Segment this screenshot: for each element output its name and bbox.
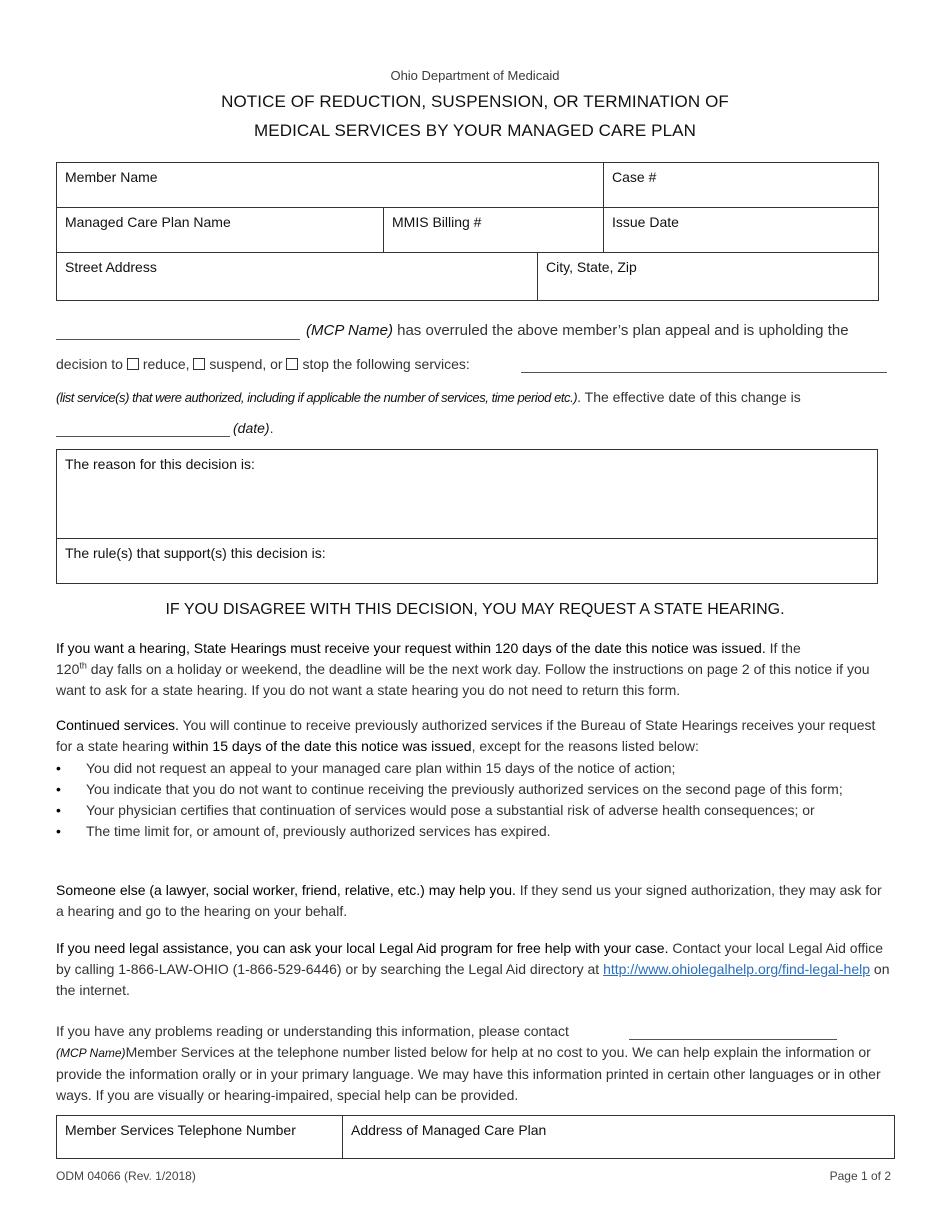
address-table <box>56 252 879 301</box>
representative-heading: Someone else (a lawyer, social worker, friend, relative, etc.) may help you. <box>56 882 516 898</box>
hearing-deadline-text-b: day falls on a holiday or weekend, the deadline will be the next work day. Follow the instructions on page 2 of this notice if you want to ask for a state hearing. If you do not want a state hearing you do not need to return this form. <box>56 661 870 698</box>
bullet-icon: • <box>56 781 61 797</box>
exception-text: You indicate that you do not want to continue receiving the previously authorized services on the second page of this form; <box>86 781 843 797</box>
continued-services-heading: Continued services. <box>56 717 179 733</box>
date-period: . <box>269 420 274 436</box>
list-item <box>56 821 894 842</box>
suspend-checkbox[interactable] <box>193 358 205 370</box>
continued-services-text-a: You will continue to receive previously authorized services if the Bureau of State Hearings receives your request for a state hearing <box>56 717 876 754</box>
member-services-phone-field[interactable]: Member Services Telephone Number <box>57 1116 343 1159</box>
bullet-icon: • <box>56 802 61 818</box>
plan-name-field[interactable]: Managed Care Plan Name <box>57 208 384 253</box>
list-item <box>56 758 894 779</box>
exception-text: Your physician certifies that continuation of services would pose a substantial risk of adverse health consequences; or <box>86 802 815 818</box>
hearing-deadline-paragraph <box>56 638 892 701</box>
mcp-name-blank[interactable] <box>56 339 300 340</box>
member-name-field[interactable]: Member Name <box>57 163 604 208</box>
services-blank[interactable] <box>521 372 887 373</box>
legal-aid-text-end: on the internet. <box>56 961 890 998</box>
hearing-day-suffix: th <box>79 660 87 671</box>
bullet-icon: • <box>56 760 61 776</box>
plan-address-field[interactable]: Address of Managed Care Plan <box>343 1116 895 1159</box>
rules-field[interactable]: The rule(s) that support(s) this decision is: <box>57 539 878 584</box>
continued-services-paragraph <box>56 715 892 757</box>
page-number: Page 1 of 2 <box>829 1169 891 1183</box>
list-item <box>56 800 894 821</box>
list-item <box>56 779 894 800</box>
effective-date-blank[interactable] <box>56 436 230 437</box>
exception-text: The time limit for, or amount of, previously authorized services has expired. <box>86 823 551 839</box>
hearing-deadline-bold: If you want a hearing, State Hearings must receive your request within 120 days of the date this notice was issued. <box>56 640 766 656</box>
legal-aid-text: Contact your local Legal Aid office by calling 1-866-LAW-OHIO (1-866-529-6446) or by searching the Legal Aid directory at <box>56 940 883 977</box>
decision-to-text: decision to <box>56 356 123 372</box>
member-info-table <box>56 162 879 253</box>
representative-paragraph <box>56 880 892 922</box>
page-title-line2: MEDICAL SERVICES BY YOUR MANAGED CARE PLAN <box>254 121 696 140</box>
list-services-note: (list service(s) that were authorized, including if applicable the number of services, time period etc.) <box>56 390 578 405</box>
legal-aid-link[interactable]: http://www.ohiolegalhelp.org/find-legal-help <box>603 961 871 977</box>
case-number-field[interactable]: Case # <box>604 163 879 208</box>
continued-services-text-b: , except for the reasons listed below: <box>471 738 699 754</box>
help-paragraph <box>56 1021 892 1106</box>
hearing-day-number: 120 <box>56 661 80 677</box>
reduce-label: reduce, <box>142 356 190 372</box>
help-mcp-name-label: (MCP Name) <box>56 1046 126 1060</box>
exception-list <box>56 758 894 842</box>
legal-aid-heading: If you need legal assistance, you can ask your local Legal Aid program for free help with your case. <box>56 940 669 956</box>
reduce-checkbox[interactable] <box>127 358 139 370</box>
overruled-text: has overruled the above member’s plan appeal and is upholding the <box>397 322 849 339</box>
date-label: (date) <box>233 420 270 436</box>
mmis-billing-field[interactable]: MMIS Billing # <box>384 208 604 253</box>
effective-date-text: . The effective date of this change is <box>577 389 801 405</box>
street-address-field[interactable]: Street Address <box>57 253 538 301</box>
mcp-name-label: (MCP Name) <box>306 322 393 339</box>
issue-date-field[interactable]: Issue Date <box>604 208 879 253</box>
contact-table <box>56 1115 895 1159</box>
reason-field[interactable]: The reason for this decision is: <box>57 450 878 539</box>
agency-name: Ohio Department of Medicaid <box>390 68 560 83</box>
hearing-heading: IF YOU DISAGREE WITH THIS DECISION, YOU MAY REQUEST A STATE HEARING. <box>165 601 785 618</box>
reason-table <box>56 449 878 584</box>
page-title-line1: NOTICE OF REDUCTION, SUSPENSION, OR TERMINATION OF <box>221 92 729 111</box>
overruled-statement <box>306 320 896 342</box>
list-services-line <box>56 386 896 409</box>
legal-aid-paragraph <box>56 938 892 1001</box>
exception-text: You did not request an appeal to your managed care plan within 15 days of the notice of action; <box>86 760 676 776</box>
stop-checkbox[interactable] <box>286 358 298 370</box>
form-number: ODM 04066 (Rev. 1/2018) <box>56 1169 196 1183</box>
help-text-b: Member Services at the telephone number listed below for help at no cost to you. We can help explain the information or provide the information orally or in your primary language. We may have this information printed in certain other languages or in other ways. If you are visually or hearing-impaired, special help can be provided. <box>56 1044 881 1103</box>
continued-services-deadline: within 15 days of the date this notice was issued <box>172 738 472 754</box>
help-text-a: If you have any problems reading or understanding this information, please contact <box>56 1023 569 1039</box>
bullet-icon: • <box>56 823 61 839</box>
city-state-zip-field[interactable]: City, State, Zip <box>538 253 879 301</box>
suspend-label: suspend, or <box>209 356 283 372</box>
representative-text: If they send us your signed authorization, they may ask for a hearing and go to the hearing on your behalf. <box>56 882 882 919</box>
hearing-deadline-text-a: If the <box>765 640 801 656</box>
stop-label: stop the following services: <box>302 356 470 372</box>
date-label-line <box>233 418 433 439</box>
help-mcp-name-blank[interactable] <box>629 1039 837 1040</box>
